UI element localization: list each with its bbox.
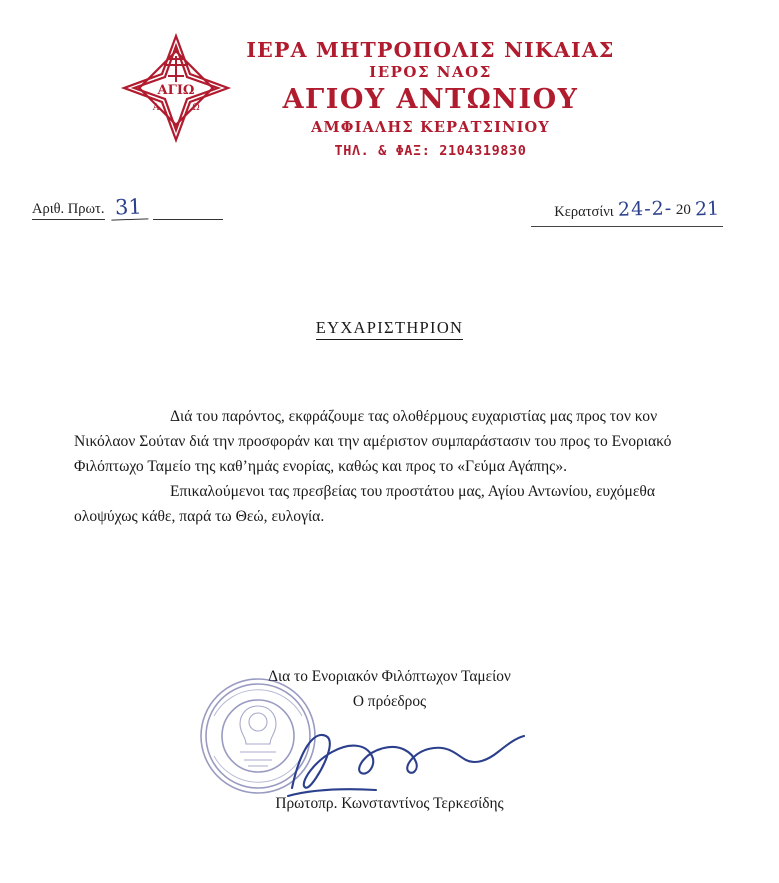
letterhead-line-phone: ΤΗΛ. & ΦΑΞ: 2104319830: [334, 143, 527, 160]
page-title: [0, 318, 779, 338]
protocol-number-group: [32, 196, 223, 220]
protocol-number-label: Αριθ. Πρωτ.: [32, 201, 105, 220]
body-paragraph-1: Διά του παρόντος, εκφράζουμε τας ολοθέρμους ευχαριστίας μας προς τον κον Νικόλαον Σούταν διά την προσφοράν και την αμέριστον συμπαράστασιν του προς το Ενοριακό Φιλόπτωχο Ταμείο της καθ’ημάς ενορίας, καθώς και προς το «Γεύμα Αγάπης».: [74, 408, 672, 475]
place-date-underline: [531, 226, 723, 227]
protocol-number-value: 31: [110, 195, 148, 220]
place-label: Κερατσίνι: [554, 204, 614, 220]
letterhead-line-church: ΙΕΡΟΣ ΝΑΟΣ: [369, 62, 492, 81]
protocol-number-rule: [153, 202, 223, 220]
page-title-text: ΕΥΧΑΡΙΣΤΗΡΙΟΝ: [316, 318, 464, 340]
year-handwritten: 21: [694, 197, 720, 221]
orthodox-cross-star-seal-icon: [120, 32, 232, 144]
document-body: [74, 404, 674, 529]
date-handwritten: 24-2-: [617, 197, 673, 221]
signature-line-2: Ο πρόεδρος: [352, 693, 427, 710]
signatory-name: Πρωτοπρ. Κωνσταντίνος Τερκεσίδης: [275, 795, 504, 812]
letterhead-line-address: ΑΜΦΙΑΛΗΣ ΚΕΡΑΤΣΙΝΙΟΥ: [311, 118, 550, 136]
signature-line-1: Δια το Ενοριακόν Φιλόπτωχον Ταμείον: [268, 668, 511, 685]
year-printed: 20: [675, 202, 691, 218]
letterhead: [0, 26, 779, 162]
svg-text:ΑΓΙΩ: ΑΓΙΩ: [157, 83, 195, 98]
svg-text:Α: Α: [153, 103, 160, 113]
place-date-group: [554, 198, 719, 221]
signature-block: [0, 664, 779, 714]
body-paragraph-2: Επικαλούμενοι τας πρεσβείας του προστάτου μας, Αγίου Αντωνίου, ευχόμεθα ολοψύχως κάθε, παρά τω Θεώ, ευλογία.: [74, 483, 656, 525]
protocol-row: [0, 196, 779, 236]
handwritten-signature-icon: [280, 716, 540, 806]
letterhead-line-saint: ΑΓΙΟΥ ΑΝΤΩΝΙΟΥ: [282, 83, 579, 115]
letterhead-line-metropolis: ΙΕΡΑ ΜΗΤΡΟΠΟΛΙΣ ΝΙΚΑΙΑΣ: [246, 38, 615, 62]
svg-text:Ω: Ω: [192, 103, 201, 113]
